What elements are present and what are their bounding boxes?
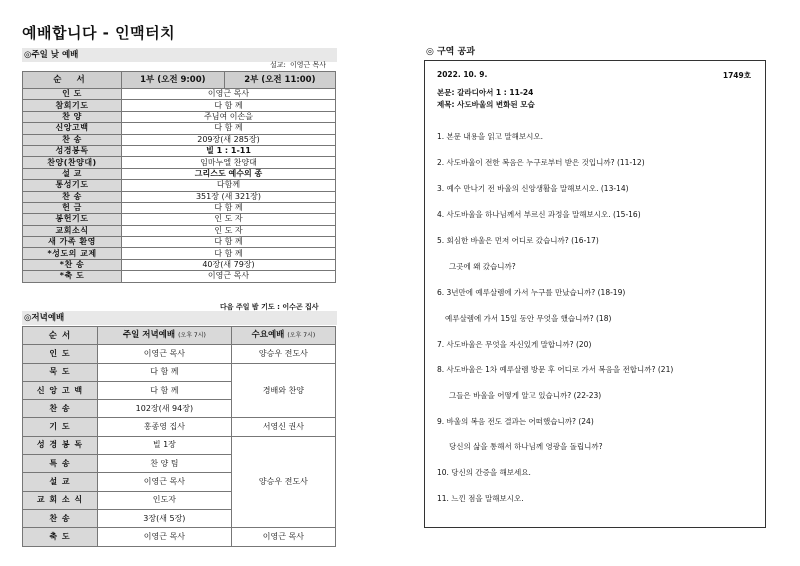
row-label: 교회소식 bbox=[23, 225, 122, 236]
table-row bbox=[23, 100, 336, 111]
sunday-value: 102장(새 94장) bbox=[98, 400, 232, 418]
preacher-label: 설교: bbox=[270, 61, 286, 69]
study-subject: 제목: 사도바울의 변화된 모습 bbox=[437, 100, 535, 109]
sunday-value: 홍종영 집사 bbox=[98, 418, 232, 436]
sunday-value: 다 함 께 bbox=[98, 381, 232, 399]
next-prayer-note: 다음 주일 밤 기도 : 이수곤 집사 bbox=[220, 303, 319, 311]
row-value: 인 도 자 bbox=[122, 225, 336, 236]
wednesday-value: 양승우 전도사 bbox=[231, 345, 335, 363]
row-label: 특 송 bbox=[23, 455, 98, 473]
study-date: 2022. 10. 9. bbox=[437, 70, 488, 79]
question: 3. 예수 만나기 전 바울의 신앙생활을 말해보시오. (13-14) bbox=[437, 184, 629, 193]
question-followup: 그들은 바울을 어떻게 알고 있습니까? (22-23) bbox=[449, 391, 602, 400]
sunday-value: 인도자 bbox=[98, 491, 232, 509]
row-label: 기 도 bbox=[23, 418, 98, 436]
header-first-service: 1부 (오전 9:00) bbox=[122, 72, 225, 89]
row-label: 설 교 bbox=[23, 473, 98, 491]
table-row bbox=[23, 259, 336, 270]
row-value: 주님여 이손을 bbox=[122, 111, 336, 122]
table-row bbox=[23, 436, 336, 454]
evening-service-heading: ◎저녁예배 bbox=[22, 311, 337, 325]
row-label: 찬 양 bbox=[23, 111, 122, 122]
issue-number: 1749호 bbox=[722, 71, 751, 80]
row-value: 임마누엘 찬양대 bbox=[122, 157, 336, 168]
header-wednesday-time: (오후 7시) bbox=[287, 332, 316, 340]
table-row bbox=[23, 237, 336, 248]
row-label: 묵 도 bbox=[23, 363, 98, 381]
sunday-value: 빌 1장 bbox=[98, 436, 232, 454]
table-row bbox=[23, 145, 336, 156]
row-value: 다 함 께 bbox=[122, 237, 336, 248]
study-heading: ◎ 구역 공과 bbox=[424, 45, 766, 59]
row-label: 새 가족 환영 bbox=[23, 237, 122, 248]
study-box bbox=[424, 60, 766, 528]
row-label: 찬 송 bbox=[23, 134, 122, 145]
row-label: *성도의 교제 bbox=[23, 248, 122, 259]
row-value: 다 함 께 bbox=[122, 202, 336, 213]
sunday-value: 이영근 목사 bbox=[98, 473, 232, 491]
table-row bbox=[23, 157, 336, 168]
table-row bbox=[23, 202, 336, 213]
question-followup: 그곳에 왜 갔습니까? bbox=[449, 262, 516, 271]
study-scripture: 본문: 갈라디아서 1 : 11-24 bbox=[437, 88, 534, 97]
sunday-value: 3장(새 5장) bbox=[98, 509, 232, 527]
page-title: 예배합니다 - 인맥터치 bbox=[22, 24, 176, 42]
row-label: *찬 송 bbox=[23, 259, 122, 270]
question: 1. 본문 내용을 읽고 말해보시오. bbox=[437, 132, 544, 141]
morning-service-heading: ◎주일 낮 예배 bbox=[22, 48, 337, 62]
header-sunday-evening bbox=[98, 327, 232, 345]
header-second-service: 2부 (오전 11:00) bbox=[224, 72, 335, 89]
row-label: 찬 송 bbox=[23, 400, 98, 418]
preacher-name: 이영근 목사 bbox=[290, 61, 327, 69]
row-label: 봉헌기도 bbox=[23, 214, 122, 225]
table-header-row bbox=[23, 327, 336, 345]
row-value: 다 함 께 bbox=[122, 123, 336, 134]
question-followup: 당신의 삶을 통해서 하나님께 영광을 돌립니까? bbox=[449, 442, 603, 451]
question: 9. 바울의 복음 전도 결과는 어떠했습니까? (24) bbox=[437, 417, 594, 426]
table-header-row bbox=[23, 72, 336, 89]
sunday-value: 찬 양 팀 bbox=[98, 455, 232, 473]
row-value: 빌 1 : 1-11 bbox=[122, 145, 336, 156]
row-label: *축 도 bbox=[23, 271, 122, 282]
row-label: 참회기도 bbox=[23, 100, 122, 111]
row-value: 351장 (새 321장) bbox=[122, 191, 336, 202]
table-row bbox=[23, 418, 336, 436]
row-value: 이영근 목사 bbox=[122, 89, 336, 100]
evening-service-table bbox=[22, 326, 336, 547]
morning-service-table bbox=[22, 71, 336, 283]
wednesday-value: 양승우 전도사 bbox=[231, 436, 335, 527]
row-label: 성경봉독 bbox=[23, 145, 122, 156]
header-order: 순 서 bbox=[23, 72, 122, 89]
table-row bbox=[23, 168, 336, 179]
row-value: 다 함 께 bbox=[122, 100, 336, 111]
row-label: 신앙고백 bbox=[23, 123, 122, 134]
wednesday-value: 경배와 찬양 bbox=[231, 363, 335, 418]
row-label: 성 경 봉 독 bbox=[23, 436, 98, 454]
question: 8. 사도바울은 1차 예루살렘 방문 후 어디로 가서 복음을 전합니까? (21) bbox=[437, 365, 674, 374]
table-row bbox=[23, 345, 336, 363]
table-row bbox=[23, 528, 336, 546]
sunday-value: 이영근 목사 bbox=[98, 345, 232, 363]
row-value: 40장(새 79장) bbox=[122, 259, 336, 270]
row-label: 통성기도 bbox=[23, 180, 122, 191]
row-label: 신 앙 고 백 bbox=[23, 381, 98, 399]
row-label: 축 도 bbox=[23, 528, 98, 546]
row-label: 찬양(찬양대) bbox=[23, 157, 122, 168]
question: 4. 사도바울을 하나님께서 부르신 과정을 말해보시오. (15-16) bbox=[437, 210, 641, 219]
table-row bbox=[23, 134, 336, 145]
row-value: 다 함 께 bbox=[122, 248, 336, 259]
header-sunday-evening-label: 주일 저녁예배 bbox=[122, 330, 176, 341]
row-label: 찬 송 bbox=[23, 509, 98, 527]
row-value: 인 도 자 bbox=[122, 214, 336, 225]
question: 6. 3년만에 예루살렘에 가서 누구를 만났습니까? (18-19) bbox=[437, 288, 626, 297]
row-value: 이영근 목사 bbox=[122, 271, 336, 282]
question-followup: 예루살렘에 가서 15일 동안 무엇을 했습니까? (18) bbox=[445, 314, 612, 323]
question: 7. 사도바울은 무엇을 자신있게 말합니까? (20) bbox=[437, 340, 592, 349]
row-value: 209장(새 285장) bbox=[122, 134, 336, 145]
header-order: 순 서 bbox=[23, 327, 98, 345]
sunday-value: 다 함 께 bbox=[98, 363, 232, 381]
wednesday-value: 이영근 목사 bbox=[231, 528, 335, 546]
question: 2. 사도바울이 전한 복음은 누구로부터 받은 것입니까? (11-12) bbox=[437, 158, 645, 167]
row-label: 헌 금 bbox=[23, 202, 122, 213]
question: 10. 당신의 간증을 해보세요. bbox=[437, 468, 531, 477]
table-row bbox=[23, 191, 336, 202]
header-sunday-evening-time: (오후 7시) bbox=[178, 332, 206, 340]
table-row bbox=[23, 214, 336, 225]
table-row bbox=[23, 363, 336, 381]
table-row bbox=[23, 123, 336, 134]
row-label: 인 도 bbox=[23, 89, 122, 100]
header-wednesday-label: 수요예배 bbox=[251, 330, 285, 341]
row-label: 설 교 bbox=[23, 168, 122, 179]
row-value: 그리스도 예수의 종 bbox=[122, 168, 336, 179]
wednesday-value: 서영신 권사 bbox=[231, 418, 335, 436]
question: 11. 느낀 점을 말해보시오. bbox=[437, 494, 524, 503]
sunday-value: 이영근 목사 bbox=[98, 528, 232, 546]
header-wednesday bbox=[231, 327, 335, 345]
table-row bbox=[23, 111, 336, 122]
table-row bbox=[23, 248, 336, 259]
table-row bbox=[23, 225, 336, 236]
row-label: 교 회 소 식 bbox=[23, 491, 98, 509]
table-row bbox=[23, 271, 336, 282]
row-label: 인 도 bbox=[23, 345, 98, 363]
row-value: 다함께 bbox=[122, 180, 336, 191]
row-label: 찬 송 bbox=[23, 191, 122, 202]
table-row bbox=[23, 89, 336, 100]
table-row bbox=[23, 180, 336, 191]
question: 5. 회심한 바울은 먼저 어디로 갔습니까? (16-17) bbox=[437, 236, 599, 245]
